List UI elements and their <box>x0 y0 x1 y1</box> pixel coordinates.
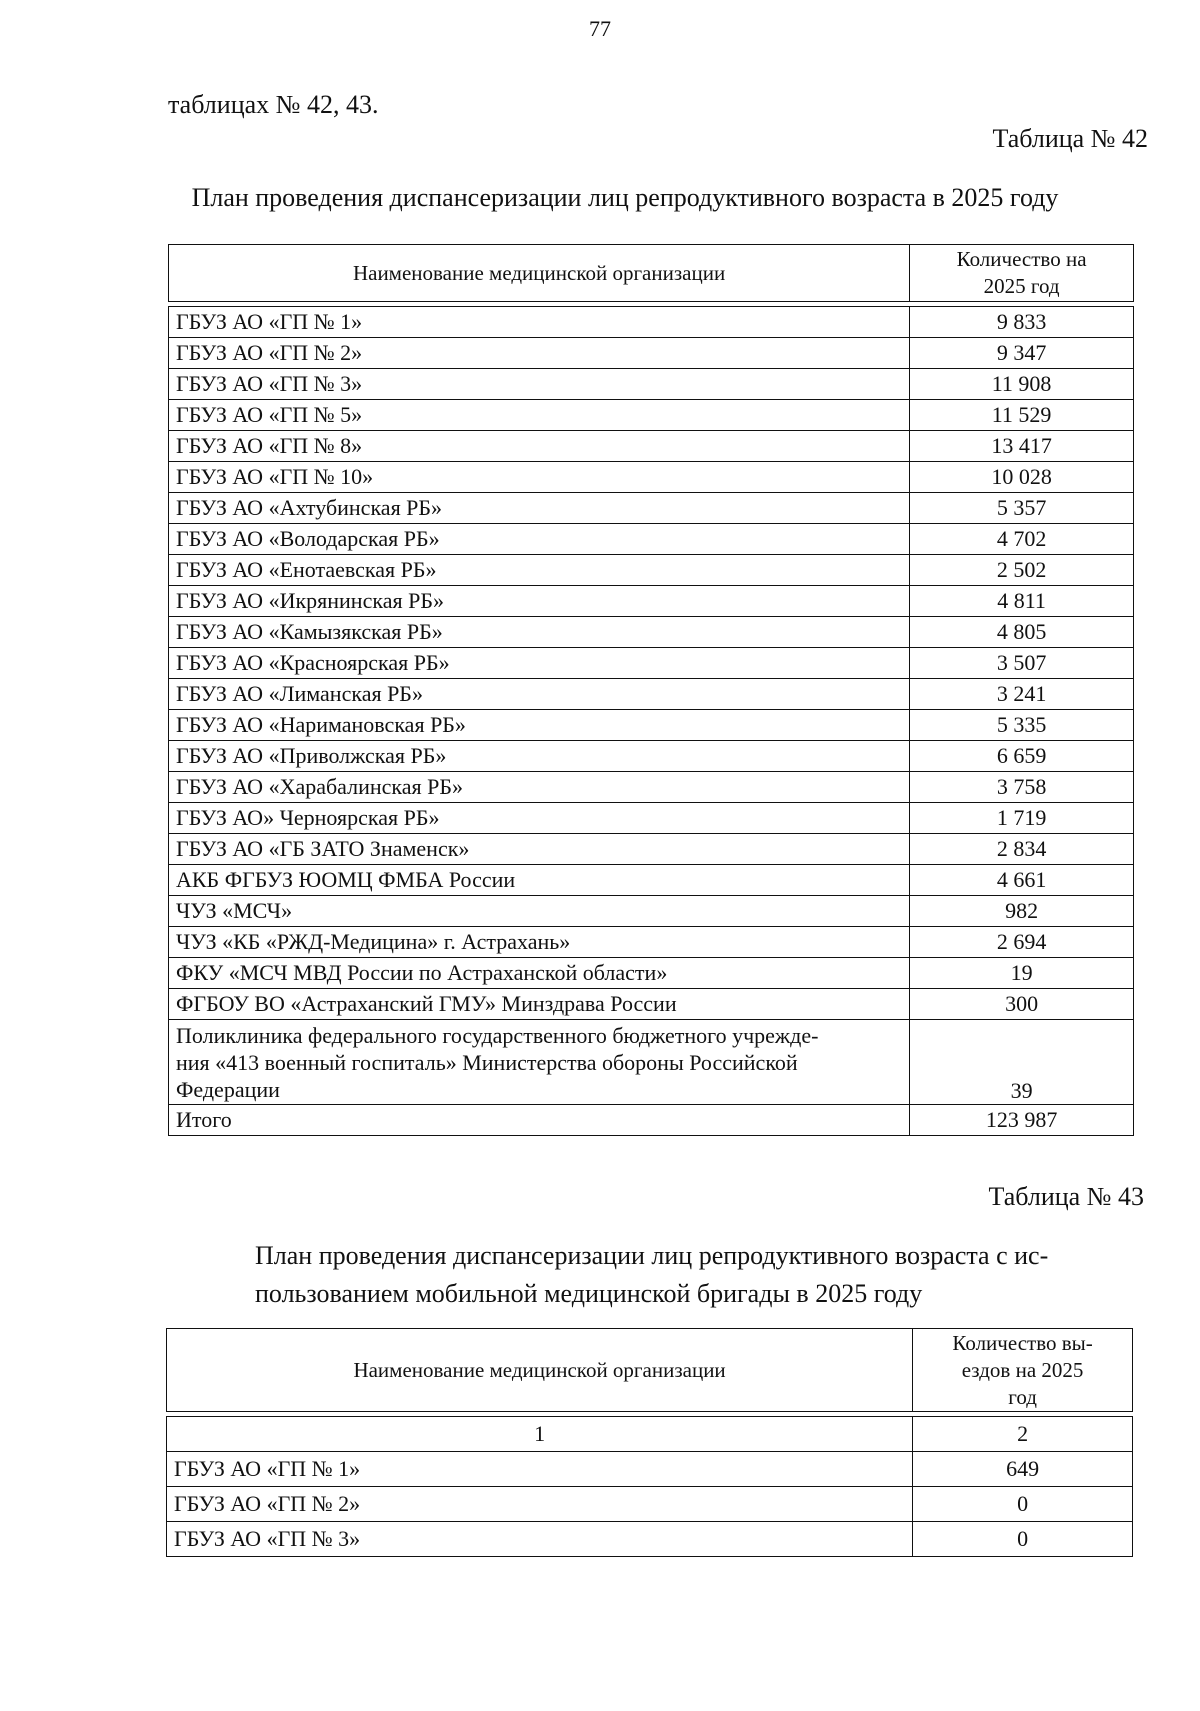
table-42-title: План проведения диспансеризации лиц репродуктивного возраста в 2025 году <box>191 183 1059 212</box>
table-42-count-value: 10 028 <box>910 462 1134 493</box>
table-42-org-name: ГБУЗ АО «Приволжская РБ» <box>169 741 910 772</box>
table-43-title-line1: План проведения диспансеризации лиц репродуктивного возраста с ис- <box>255 1241 1049 1270</box>
table-42-count-value: 2 694 <box>910 927 1134 958</box>
table-42-count-value: 2 834 <box>910 834 1134 865</box>
table-42-org-name: ЧУЗ «МСЧ» <box>169 896 910 927</box>
table-42-count-value: 4 805 <box>910 617 1134 648</box>
lead-text: таблицах № 42, 43. <box>168 90 379 119</box>
table-row <box>169 586 1134 617</box>
table-42-count-value: 4 661 <box>910 865 1134 896</box>
table-42-org-name: ГБУЗ АО «Харабалинская РБ» <box>169 772 910 803</box>
table-row <box>167 1452 1133 1487</box>
table-42-org-name: ГБУЗ АО «Ахтубинская РБ» <box>169 493 910 524</box>
table-42-org-name: ГБУЗ АО «ГП № 2» <box>169 338 910 369</box>
table-42-count-value: 4 702 <box>910 524 1134 555</box>
table-42-org-name: ГБУЗ АО «Володарская РБ» <box>169 524 910 555</box>
table-row <box>169 493 1134 524</box>
table-row <box>169 865 1134 896</box>
table-42-org-name: ГБУЗ АО «Лиманская РБ» <box>169 679 910 710</box>
table-43-org-name: ГБУЗ АО «ГП № 1» <box>167 1452 913 1487</box>
table-42-org-name: ФКУ «МСЧ МВД России по Астраханской области» <box>169 958 910 989</box>
table-42-count-value: 13 417 <box>910 431 1134 462</box>
table-42-count-value: 1 719 <box>910 803 1134 834</box>
table-row <box>169 617 1134 648</box>
table-42-count-value: 3 241 <box>910 679 1134 710</box>
table-42-count-value: 6 659 <box>910 741 1134 772</box>
table-42-org-name: ГБУЗ АО» Черноярская РБ» <box>169 803 910 834</box>
table-row <box>167 1522 1133 1557</box>
table-43-count-value: 0 <box>913 1522 1133 1557</box>
table-42-org-name: ГБУЗ АО «ГП № 1» <box>169 307 910 338</box>
table-42-header-name: Наименование медицинской организации <box>169 245 910 302</box>
table-42-count-value: 9 833 <box>910 307 1134 338</box>
table-42-org-name: ФГБОУ ВО «Астраханский ГМУ» Минздрава России <box>169 989 910 1020</box>
table-42-org-name: ГБУЗ АО «ГП № 5» <box>169 400 910 431</box>
table-42-count-value: 19 <box>910 958 1134 989</box>
table-row <box>169 338 1134 369</box>
table-42-org-name: ГБУЗ АО «Икрянинская РБ» <box>169 586 910 617</box>
table-42-org-name: ГБУЗ АО «Красноярская РБ» <box>169 648 910 679</box>
table-row <box>169 555 1134 586</box>
table-42-count-value: 3 758 <box>910 772 1134 803</box>
table-42-org-name: ЧУЗ «КБ «РЖД-Медицина» г. Астрахань» <box>169 927 910 958</box>
table-42-org-name: ГБУЗ АО «ГП № 3» <box>169 369 910 400</box>
table-42-count-value: 5 357 <box>910 493 1134 524</box>
table-row <box>169 462 1134 493</box>
table-row <box>169 896 1134 927</box>
table-43-col-number-row <box>167 1417 1133 1452</box>
table-42-header-count: Количество на 2025 год <box>910 245 1134 302</box>
table-43-org-name: ГБУЗ АО «ГП № 2» <box>167 1487 913 1522</box>
table-row <box>169 989 1134 1020</box>
table-42-count-value: 4 811 <box>910 586 1134 617</box>
table-42-org-name: АКБ ФГБУЗ ЮОМЦ ФМБА России <box>169 865 910 896</box>
table-row <box>169 431 1134 462</box>
table-42-org-name: ГБУЗ АО «ГБ ЗАТО Знаменск» <box>169 834 910 865</box>
table-43-header-row <box>167 1329 1133 1412</box>
table-42-org-name: ГБУЗ АО «ГП № 8» <box>169 431 910 462</box>
table-43-count-value: 0 <box>913 1487 1133 1522</box>
table-42-count-value: 982 <box>910 896 1134 927</box>
table-42-multiline-value: 39 <box>910 1020 1134 1105</box>
table-42-multiline-name: Поликлиника федерального государственного бюджетного учрежде- ния «413 военный госпиталь» Министерства обороны Российской Федерации <box>169 1020 910 1105</box>
table-42-org-name: ГБУЗ АО «Наримановская РБ» <box>169 710 910 741</box>
table-42 <box>168 244 1134 1136</box>
table-42-multiline-row <box>169 1020 1134 1105</box>
table-row <box>169 400 1134 431</box>
table-43-col-number-1: 1 <box>167 1417 913 1452</box>
table-42-count-value: 300 <box>910 989 1134 1020</box>
table-43-caption: Таблица № 43 <box>988 1182 1144 1211</box>
table-42-org-name: ГБУЗ АО «Камызякская РБ» <box>169 617 910 648</box>
table-42-count-value: 2 502 <box>910 555 1134 586</box>
table-42-count-value: 3 507 <box>910 648 1134 679</box>
table-row <box>169 834 1134 865</box>
table-42-count-value: 11 529 <box>910 400 1134 431</box>
table-row <box>169 307 1134 338</box>
table-42-org-name: ГБУЗ АО «Енотаевская РБ» <box>169 555 910 586</box>
table-42-total-value: 123 987 <box>910 1105 1134 1136</box>
table-42-total-label: Итого <box>169 1105 910 1136</box>
table-43-org-name: ГБУЗ АО «ГП № 3» <box>167 1522 913 1557</box>
table-row <box>167 1487 1133 1522</box>
table-43-header-count: Количество вы- ездов на 2025 год <box>913 1329 1133 1412</box>
table-row <box>169 369 1134 400</box>
table-row <box>169 524 1134 555</box>
table-43-count-value: 649 <box>913 1452 1133 1487</box>
table-43-title-line2: пользованием мобильной медицинской бригады в 2025 году <box>255 1279 923 1308</box>
table-row <box>169 772 1134 803</box>
table-43-header-name: Наименование медицинской организации <box>167 1329 913 1412</box>
table-row <box>169 679 1134 710</box>
table-row <box>169 710 1134 741</box>
table-43 <box>166 1328 1133 1557</box>
table-42-count-value: 11 908 <box>910 369 1134 400</box>
page-number: 77 <box>589 16 611 41</box>
table-42-count-value: 5 335 <box>910 710 1134 741</box>
table-row <box>169 648 1134 679</box>
table-43-col-number-2: 2 <box>913 1417 1133 1452</box>
table-42-header-row <box>169 245 1134 302</box>
table-row <box>169 958 1134 989</box>
table-row <box>169 927 1134 958</box>
table-row <box>169 741 1134 772</box>
table-row <box>169 803 1134 834</box>
table-42-caption: Таблица № 42 <box>992 124 1148 153</box>
table-42-count-value: 9 347 <box>910 338 1134 369</box>
table-42-total-row <box>169 1105 1134 1136</box>
table-42-org-name: ГБУЗ АО «ГП № 10» <box>169 462 910 493</box>
